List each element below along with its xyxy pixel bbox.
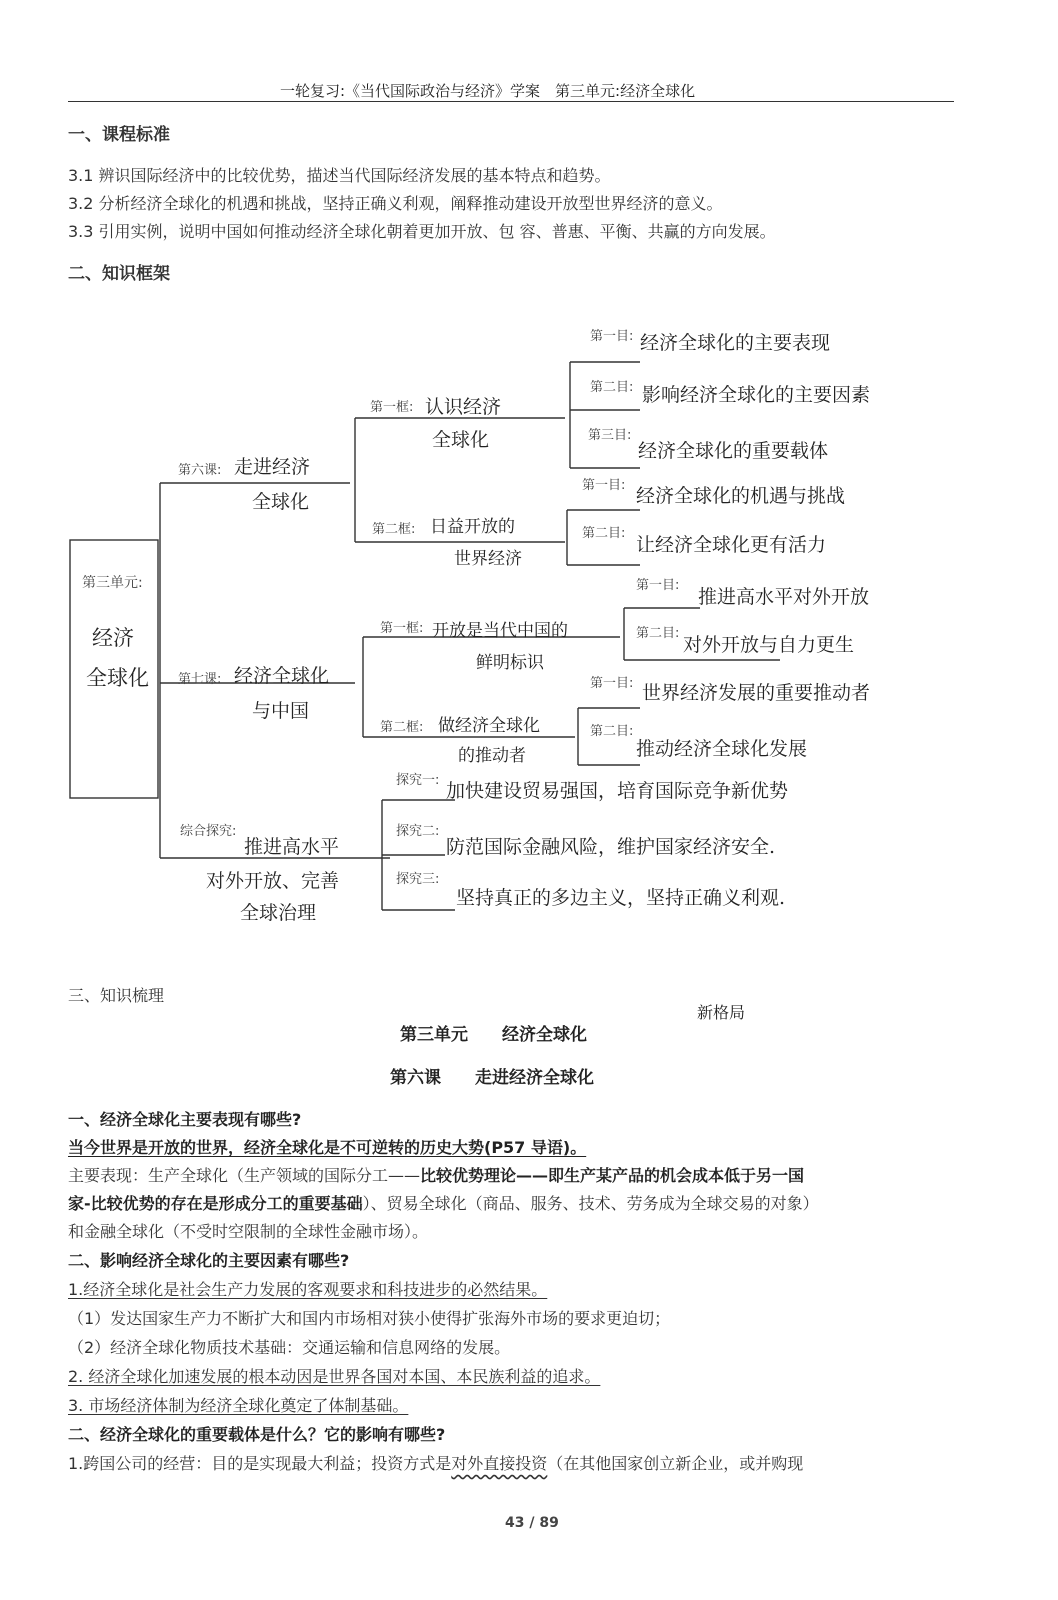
l6f1-item2-hand: 影响经济全球化的主要因素 [642, 384, 871, 406]
l6-frame2-hand-line1: 日益开放的 [430, 517, 515, 537]
lesson6-label: 第六课: [178, 463, 222, 478]
l6-frame1-hand-line1: 认识经济 [425, 396, 502, 418]
q3-line1-part-a: 1.跨国公司的经营：目的是实现最大利益；投资方式是 [68, 1454, 452, 1473]
unit-hand-line1: 经济 [92, 626, 134, 650]
lesson-title: 第六课 走进经济全球化 [390, 1068, 594, 1088]
lesson7-hand-line2: 与中国 [252, 700, 310, 722]
question-3: 二、经济全球化的重要载体是什么？它的影响有哪些? [68, 1425, 446, 1444]
hand-note: 新格局 [697, 1003, 746, 1022]
l6-frame1-hand-line2: 全球化 [432, 429, 490, 451]
q1-line3 [68, 1191, 819, 1214]
page-header-title: 一轮复习:《当代国际政治与经济》学案 第三单元:经济全球化 [280, 82, 696, 100]
l7f1-item2-hand: 对外开放与自力更生 [683, 634, 855, 656]
l6f1-item2-label: 第二目: [590, 380, 634, 395]
page-number: 43 / 89 [505, 1515, 559, 1531]
l7f2-item2-label: 第二目: [590, 724, 634, 739]
section-heading-knowledge-review: 三、知识梳理 [68, 986, 165, 1005]
l6f2-item1-label: 第一目: [582, 478, 626, 493]
l7f1-item1-label: 第一目: [636, 578, 680, 593]
q3-line1-part-b: 对外直接投资 [451, 1454, 548, 1473]
l6f2-item1-hand: 经济全球化的机遇与挑战 [636, 485, 846, 507]
standard-item-1: 3.1 辨识国际经济中的比较优势，描述当代国际经济发展的基本特点和趋势。 [68, 166, 611, 185]
l6-frame1-label: 第一框: [370, 400, 414, 415]
lesson7-label: 第七课: [178, 672, 222, 687]
l7-frame2-label: 第二框: [380, 720, 424, 735]
unit-title: 第三单元 经济全球化 [400, 1025, 587, 1045]
l6-frame2-label: 第二框: [372, 522, 416, 537]
l7f2-item1-hand: 世界经济发展的重要推动者 [642, 682, 871, 704]
standard-item-3: 3.3 引用实例，说明中国如何推动经济全球化朝着更加开放、包 容、普惠、平衡、共赢的方向发展。 [68, 222, 776, 241]
inquiry-item3-label: 探究三: [396, 872, 440, 887]
l7-frame1-hand-line1: 开放是当代中国的 [432, 621, 568, 641]
inquiry-item2-hand: 防范国际金融风险，维护国家经济安全. [446, 836, 776, 858]
q3-line1 [68, 1451, 803, 1474]
l7f2-item2-hand: 推动经济全球化发展 [636, 738, 808, 760]
q1-line2 [68, 1163, 804, 1186]
l6f2-item2-label: 第二目: [582, 526, 626, 541]
question-1: 一、经济全球化主要表现有哪些? [68, 1110, 302, 1129]
q2-line2: （1）发达国家生产力不断扩大和国内市场相对狭小使得扩张海外市场的要求更迫切； [68, 1309, 671, 1328]
q3-line1-part-c: （在其他国家创立新企业，或并购现 [547, 1454, 804, 1473]
section-heading-course-standard: 一、课程标准 [68, 125, 170, 145]
inquiry-hand-line2: 对外开放、完善 [206, 870, 340, 892]
section-heading-knowledge-framework: 二、知识框架 [68, 264, 170, 284]
l7-frame2-hand-line1: 做经济全球化 [438, 716, 540, 736]
inquiry-item1-hand: 加快建设贸易强国，培育国际竞争新优势 [446, 780, 789, 802]
q1-line3-part-b: ）、贸易全球化（商品、服务、技术、劳务成为全球交易的对象） [362, 1194, 819, 1213]
q2-line4: 2. 经济全球化加速发展的根本动因是世界各国对本国、本民族利益的追求。 [68, 1367, 601, 1386]
unit-label: 第三单元: [82, 575, 143, 591]
lesson6-hand-line1: 走进经济 [234, 456, 311, 478]
unit-hand-line2: 全球化 [86, 666, 149, 690]
inquiry-hand-line3: 全球治理 [240, 902, 317, 924]
l7f1-item2-label: 第二目: [636, 626, 680, 641]
inquiry-item1-label: 探究一: [396, 773, 440, 788]
l7f1-item1-hand: 推进高水平对外开放 [698, 586, 870, 608]
l7-frame1-label: 第一框: [380, 621, 424, 636]
standard-item-2: 3.2 分析经济全球化的机遇和挑战，坚持正确义利观，阐释推动建设开放型世界经济的意义。 [68, 194, 723, 213]
q1-line2-part-b: 比较优势理论——即生产某产品的机会成本低于另一国 [420, 1166, 805, 1185]
lesson6-hand-line2: 全球化 [252, 491, 310, 513]
l6f1-item3-hand: 经济全球化的重要载体 [638, 440, 829, 462]
inquiry-item3-hand: 坚持真正的多边主义，坚持正确义利观. [456, 887, 786, 909]
inquiry-hand-line1: 推进高水平 [244, 836, 340, 858]
inquiry-label: 综合探究: [180, 824, 237, 839]
q2-line1: 1.经济全球化是社会生产力发展的客观要求和科技进步的必然结果。 [68, 1280, 548, 1299]
inquiry-item2-label: 探究二: [396, 824, 440, 839]
q1-line2-part-a: 主要表现：生产全球化（生产领域的国际分工—— [68, 1166, 421, 1185]
lesson7-hand-line1: 经济全球化 [234, 665, 330, 687]
l7f2-item1-label: 第一目: [590, 676, 634, 691]
q2-line3: （2）经济全球化物质技术基础：交通运输和信息网络的发展。 [68, 1338, 511, 1357]
question-2: 二、影响经济全球化的主要因素有哪些? [68, 1251, 350, 1270]
l7-frame1-hand-line2: 鲜明标识 [476, 653, 544, 673]
l6f1-item1-hand: 经济全球化的主要表现 [640, 332, 831, 354]
q1-line4: 和金融全球化（不受时空限制的全球性金融市场）。 [68, 1222, 429, 1241]
l7-frame2-hand-line2: 的推动者 [458, 746, 526, 766]
l6f1-item1-label: 第一目: [590, 329, 634, 344]
q2-line5: 3. 市场经济体制为经济全球化奠定了体制基础。 [68, 1396, 409, 1415]
l6-frame2-hand-line2: 世界经济 [454, 549, 522, 569]
l6f1-item3-label: 第三目: [588, 428, 632, 443]
q1-line3-part-a: 家-比较优势的存在是形成分工的重要基础 [68, 1194, 363, 1213]
l6f2-item2-hand: 让经济全球化更有活力 [636, 534, 827, 556]
q1-line1: 当今世界是开放的世界，经济全球化是不可逆转的历史大势(P57 导语)。 [68, 1138, 587, 1157]
